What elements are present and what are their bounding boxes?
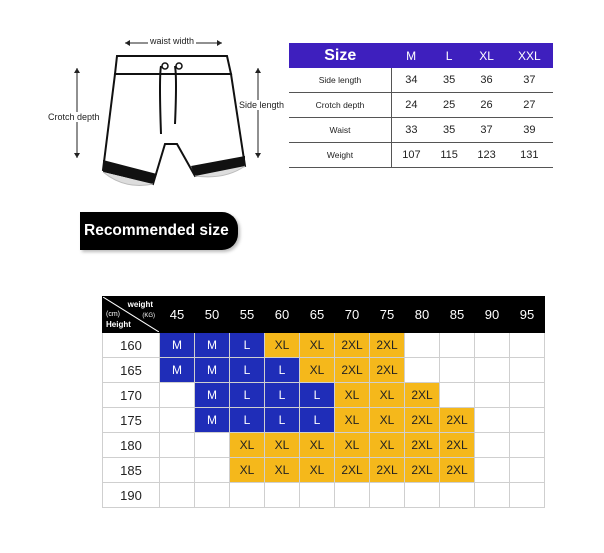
size-cell-m: M: [195, 408, 230, 433]
size-cell-m: M: [195, 383, 230, 408]
size-cell-l: L: [230, 358, 265, 383]
size-value-cell: 33: [392, 118, 431, 143]
empty-cell: [195, 483, 230, 508]
weight-header-cell: 45: [160, 297, 195, 333]
size-value-cell: 39: [506, 118, 553, 143]
size-cell-l: L: [300, 383, 335, 408]
size-cell-2xl: 2XL: [335, 333, 370, 358]
size-table-row: [289, 68, 553, 93]
weight-unit-label: (KG): [142, 313, 155, 319]
empty-cell: [475, 408, 510, 433]
weight-header-cell: 55: [230, 297, 265, 333]
weight-header-cell: 85: [440, 297, 475, 333]
size-cell-2xl: 2XL: [370, 333, 405, 358]
size-cell-2xl: 2XL: [370, 458, 405, 483]
size-value-cell: 26: [467, 93, 505, 118]
size-cell-m: M: [160, 358, 195, 383]
height-label-cell: 185: [103, 458, 160, 483]
empty-cell: [335, 483, 370, 508]
empty-cell: [230, 483, 265, 508]
size-cell-xl: XL: [370, 408, 405, 433]
size-row-label: Crotch depth: [289, 93, 392, 118]
size-cell-2xl: 2XL: [440, 458, 475, 483]
empty-cell: [475, 483, 510, 508]
weight-header-cell: 60: [265, 297, 300, 333]
empty-cell: [370, 483, 405, 508]
size-header-cell: L: [431, 43, 468, 68]
size-header-cell: XXL: [506, 43, 553, 68]
crotch-depth-label: Crotch depth: [48, 112, 100, 122]
size-measurement-table: [289, 43, 553, 168]
size-header-label: Size: [289, 43, 392, 68]
size-row-label: Side length: [289, 68, 392, 93]
weight-header-cell: 75: [370, 297, 405, 333]
size-table-row: [289, 143, 553, 168]
empty-cell: [195, 458, 230, 483]
size-cell-xl: XL: [265, 433, 300, 458]
empty-cell: [510, 483, 545, 508]
size-row-label: Waist: [289, 118, 392, 143]
size-cell-xl: XL: [265, 458, 300, 483]
size-cell-xl: XL: [300, 433, 335, 458]
chart-row: [103, 458, 545, 483]
empty-cell: [440, 483, 475, 508]
size-cell-2xl: 2XL: [370, 358, 405, 383]
size-value-cell: 123: [467, 143, 505, 168]
size-table-header: [289, 43, 553, 68]
empty-cell: [440, 383, 475, 408]
height-label-cell: 160: [103, 333, 160, 358]
size-cell-2xl: 2XL: [405, 408, 440, 433]
empty-cell: [510, 458, 545, 483]
recommended-size-banner: Recommended size: [80, 212, 238, 250]
height-axis-label: Height: [106, 320, 131, 329]
weight-header-cell: 80: [405, 297, 440, 333]
size-recommendation-chart: [102, 296, 545, 508]
size-value-cell: 34: [392, 68, 431, 93]
size-value-cell: 107: [392, 143, 431, 168]
size-cell-xl: XL: [230, 458, 265, 483]
chart-row: [103, 483, 545, 508]
chart-corner-cell: [103, 297, 160, 333]
empty-cell: [510, 383, 545, 408]
empty-cell: [440, 358, 475, 383]
waist-width-label: waist width: [150, 36, 195, 46]
empty-cell: [440, 333, 475, 358]
size-cell-2xl: 2XL: [335, 358, 370, 383]
size-cell-xl: XL: [300, 333, 335, 358]
chart-row: [103, 333, 545, 358]
size-cell-2xl: 2XL: [335, 458, 370, 483]
size-row-label: Weight: [289, 143, 392, 168]
size-cell-xl: XL: [300, 458, 335, 483]
size-cell-m: M: [195, 333, 230, 358]
size-cell-2xl: 2XL: [440, 433, 475, 458]
empty-cell: [510, 433, 545, 458]
empty-cell: [475, 333, 510, 358]
size-cell-l: L: [230, 408, 265, 433]
size-header-cell: XL: [467, 43, 505, 68]
empty-cell: [160, 433, 195, 458]
chart-row: [103, 433, 545, 458]
size-cell-xl: XL: [230, 433, 265, 458]
chart-row: [103, 408, 545, 433]
empty-cell: [475, 383, 510, 408]
size-cell-xl: XL: [335, 408, 370, 433]
empty-cell: [475, 458, 510, 483]
size-table-row: [289, 118, 553, 143]
height-label-cell: 165: [103, 358, 160, 383]
size-value-cell: 35: [431, 118, 468, 143]
size-value-cell: 35: [431, 68, 468, 93]
size-cell-xl: XL: [265, 333, 300, 358]
empty-cell: [160, 458, 195, 483]
size-cell-l: L: [265, 408, 300, 433]
size-value-cell: 24: [392, 93, 431, 118]
weight-axis-label: weight: [127, 300, 153, 309]
height-label-cell: 175: [103, 408, 160, 433]
empty-cell: [160, 483, 195, 508]
size-cell-xl: XL: [335, 383, 370, 408]
chart-row: [103, 383, 545, 408]
size-cell-xl: XL: [370, 433, 405, 458]
height-unit-label: (cm): [106, 311, 120, 318]
size-cell-2xl: 2XL: [440, 408, 475, 433]
empty-cell: [510, 408, 545, 433]
size-cell-m: M: [160, 333, 195, 358]
size-table-row: [289, 93, 553, 118]
size-cell-l: L: [230, 383, 265, 408]
empty-cell: [510, 333, 545, 358]
size-header-cell: M: [392, 43, 431, 68]
size-cell-xl: XL: [370, 383, 405, 408]
weight-header-cell: 50: [195, 297, 230, 333]
height-label-cell: 180: [103, 433, 160, 458]
empty-cell: [475, 433, 510, 458]
empty-cell: [405, 483, 440, 508]
size-cell-l: L: [300, 408, 335, 433]
size-value-cell: 25: [431, 93, 468, 118]
empty-cell: [300, 483, 335, 508]
size-value-cell: 27: [506, 93, 553, 118]
size-value-cell: 37: [467, 118, 505, 143]
empty-cell: [475, 358, 510, 383]
side-length-label: Side length: [239, 100, 285, 110]
size-cell-2xl: 2XL: [405, 458, 440, 483]
empty-cell: [195, 433, 230, 458]
height-label-cell: 170: [103, 383, 160, 408]
empty-cell: [160, 408, 195, 433]
height-label-cell: 190: [103, 483, 160, 508]
size-value-cell: 36: [467, 68, 505, 93]
size-cell-2xl: 2XL: [405, 383, 440, 408]
weight-header-cell: 65: [300, 297, 335, 333]
empty-cell: [405, 358, 440, 383]
size-value-cell: 37: [506, 68, 553, 93]
size-value-cell: 131: [506, 143, 553, 168]
size-cell-l: L: [265, 358, 300, 383]
chart-row: [103, 358, 545, 383]
empty-cell: [265, 483, 300, 508]
weight-header-cell: 95: [510, 297, 545, 333]
size-value-cell: 115: [431, 143, 468, 168]
weight-header-cell: 70: [335, 297, 370, 333]
size-cell-2xl: 2XL: [405, 433, 440, 458]
size-cell-xl: XL: [300, 358, 335, 383]
size-cell-xl: XL: [335, 433, 370, 458]
size-cell-l: L: [230, 333, 265, 358]
weight-header-cell: 90: [475, 297, 510, 333]
size-cell-m: M: [195, 358, 230, 383]
empty-cell: [160, 383, 195, 408]
empty-cell: [510, 358, 545, 383]
empty-cell: [405, 333, 440, 358]
size-cell-l: L: [265, 383, 300, 408]
